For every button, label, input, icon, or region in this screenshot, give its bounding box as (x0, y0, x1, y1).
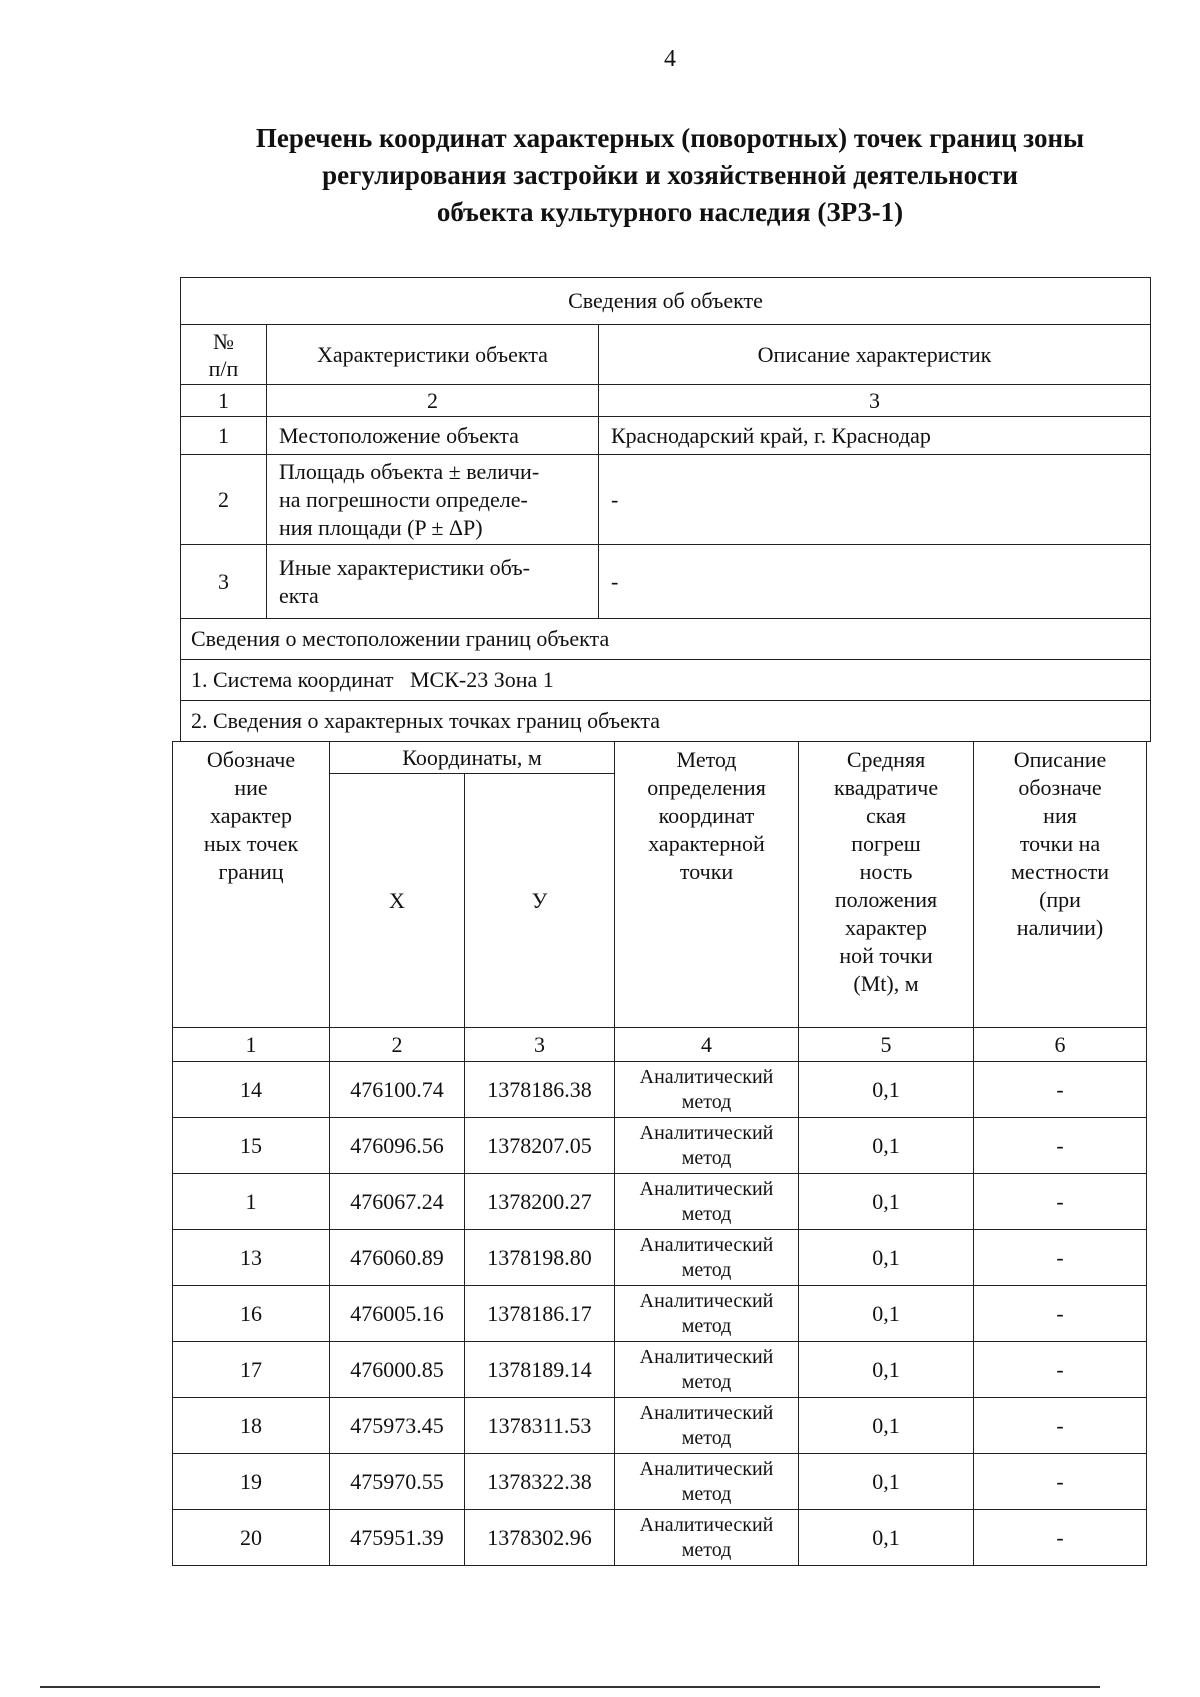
row-characteristic: Площадь объекта ± величи- на погрешности определе- ния площади (P ± ΔP) (267, 455, 599, 545)
header-y: У (465, 774, 615, 1028)
coord-y: 1378198.80 (465, 1230, 615, 1286)
point-description: - (974, 1118, 1147, 1174)
coord-y: 1378322.38 (465, 1454, 615, 1510)
table-row (181, 455, 1151, 545)
point-id: 13 (173, 1230, 330, 1286)
header-num: № п/п (181, 325, 267, 385)
method-cell: Аналитический метод (615, 1118, 799, 1174)
table-row (173, 1230, 1147, 1286)
error-cell: 0,1 (799, 1230, 974, 1286)
header-x: X (330, 774, 465, 1028)
table-row (181, 545, 1151, 619)
header-description: Описание характеристик (599, 325, 1151, 385)
location-section-title: Сведения о местоположении границ объекта (181, 619, 1151, 660)
points-section-title: 2. Сведения о характерных точках границ объекта (181, 701, 1151, 742)
coord-y: 1378302.96 (465, 1510, 615, 1566)
point-id: 20 (173, 1510, 330, 1566)
object-info-section-title: Сведения об объекте (181, 278, 1151, 325)
point-description: - (974, 1342, 1147, 1398)
title-line-2: регулирования застройки и хозяйственной деятельности (322, 160, 1018, 190)
coord-y: 1378200.27 (465, 1174, 615, 1230)
point-id: 16 (173, 1286, 330, 1342)
coord-y: 1378311.53 (465, 1398, 615, 1454)
coord-y: 1378186.17 (465, 1286, 615, 1342)
coord-y: 1378207.05 (465, 1118, 615, 1174)
table-row (173, 1174, 1147, 1230)
method-cell: Аналитический метод (615, 1062, 799, 1118)
method-cell: Аналитический метод (615, 1454, 799, 1510)
document-title (180, 120, 1160, 231)
column-number: 1 (173, 1028, 330, 1062)
points-table (172, 741, 1147, 1566)
point-description: - (974, 1230, 1147, 1286)
error-cell: 0,1 (799, 1454, 974, 1510)
error-cell: 0,1 (799, 1062, 974, 1118)
error-cell: 0,1 (799, 1510, 974, 1566)
row-num: 2 (181, 455, 267, 545)
point-description: - (974, 1062, 1147, 1118)
title-line-1: Перечень координат характерных (поворотных) точек границ зоны (255, 123, 1085, 153)
object-info-table (180, 277, 1151, 742)
point-id: 18 (173, 1398, 330, 1454)
table-row (173, 1062, 1147, 1118)
table-row (173, 1454, 1147, 1510)
method-cell: Аналитический метод (615, 1230, 799, 1286)
point-id: 17 (173, 1342, 330, 1398)
point-description: - (974, 1454, 1147, 1510)
coord-x: 476096.56 (330, 1118, 465, 1174)
method-cell: Аналитический метод (615, 1342, 799, 1398)
error-cell: 0,1 (799, 1286, 974, 1342)
header-error: Средняя квадратиче ская погреш ность положения характер ной точки (Mt), м (799, 742, 974, 1028)
column-number: 2 (330, 1028, 465, 1062)
coord-y: 1378189.14 (465, 1342, 615, 1398)
coord-x: 476060.89 (330, 1230, 465, 1286)
column-number: 3 (599, 385, 1151, 417)
table-row (181, 417, 1151, 455)
column-number: 5 (799, 1028, 974, 1062)
coord-x: 475951.39 (330, 1510, 465, 1566)
point-description: - (974, 1398, 1147, 1454)
error-cell: 0,1 (799, 1342, 974, 1398)
column-number: 1 (181, 385, 267, 417)
coord-x: 476005.16 (330, 1286, 465, 1342)
column-number: 4 (615, 1028, 799, 1062)
error-cell: 0,1 (799, 1174, 974, 1230)
row-characteristic: Местоположение объекта (267, 417, 599, 455)
page-number: 4 (664, 46, 676, 72)
row-num: 3 (181, 545, 267, 619)
error-cell: 0,1 (799, 1118, 974, 1174)
header-method: Метод определения координат характерной точки (615, 742, 799, 1028)
method-cell: Аналитический метод (615, 1286, 799, 1342)
header-characteristic: Характеристики объекта (267, 325, 599, 385)
header-point-description: Описание обозначе ния точки на местности (при наличии) (974, 742, 1147, 1028)
table-row (173, 1286, 1147, 1342)
point-description: - (974, 1510, 1147, 1566)
row-description: - (599, 455, 1151, 545)
coord-x: 476067.24 (330, 1174, 465, 1230)
header-coordinates: Координаты, м (330, 742, 615, 774)
error-cell: 0,1 (799, 1398, 974, 1454)
row-description: - (599, 545, 1151, 619)
column-number: 6 (974, 1028, 1147, 1062)
point-id: 1 (173, 1174, 330, 1230)
coord-x: 475970.55 (330, 1454, 465, 1510)
method-cell: Аналитический метод (615, 1174, 799, 1230)
coord-x: 476000.85 (330, 1342, 465, 1398)
point-description: - (974, 1286, 1147, 1342)
method-cell: Аналитический метод (615, 1510, 799, 1566)
table-row (173, 1510, 1147, 1566)
point-id: 14 (173, 1062, 330, 1118)
row-num: 1 (181, 417, 267, 455)
title-line-3: объекта культурного наследия (ЗРЗ-1) (436, 197, 904, 227)
row-description: Краснодарский край, г. Краснодар (599, 417, 1151, 455)
row-characteristic: Иные характеристики объ- екта (267, 545, 599, 619)
point-description: - (974, 1174, 1147, 1230)
point-id: 19 (173, 1454, 330, 1510)
header-designation: Обозначе ние характер ных точек границ (173, 742, 330, 1028)
method-cell: Аналитический метод (615, 1398, 799, 1454)
column-number: 3 (465, 1028, 615, 1062)
column-number: 2 (267, 385, 599, 417)
table-row (173, 1342, 1147, 1398)
table-row (173, 1118, 1147, 1174)
coord-x: 476100.74 (330, 1062, 465, 1118)
bottom-rule (40, 1686, 1100, 1688)
coord-x: 475973.45 (330, 1398, 465, 1454)
point-id: 15 (173, 1118, 330, 1174)
coordinate-system: 1. Система координат МСК-23 Зона 1 (181, 660, 1151, 701)
table-row (173, 1398, 1147, 1454)
coord-y: 1378186.38 (465, 1062, 615, 1118)
